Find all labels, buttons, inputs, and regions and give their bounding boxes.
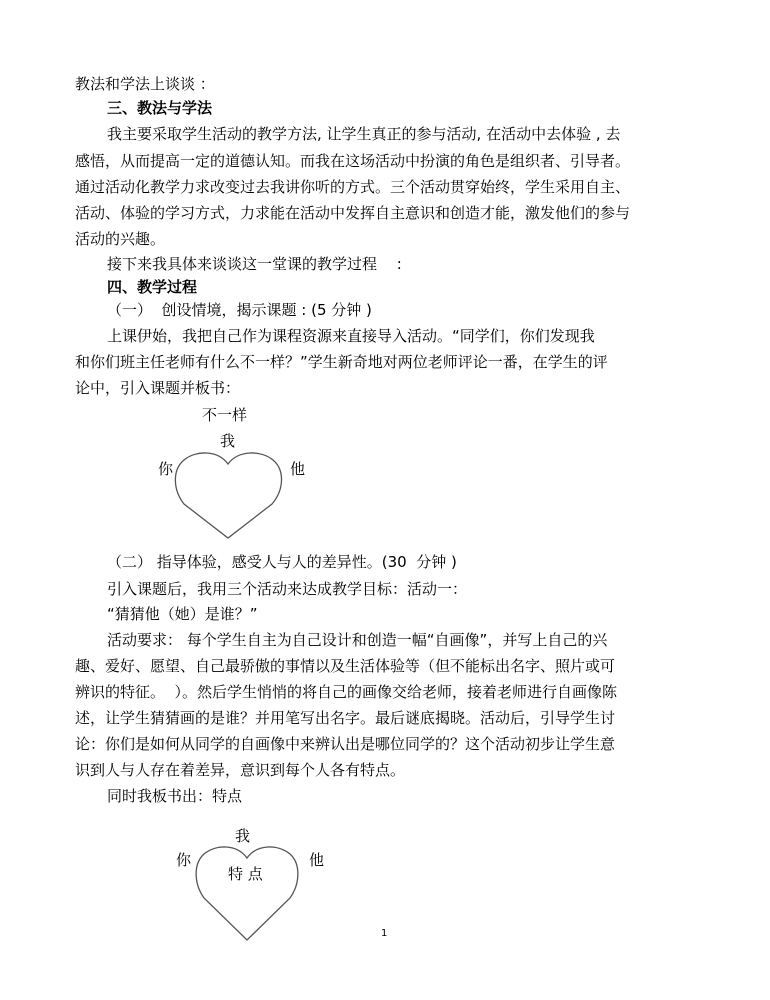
subsection-heading: （二） 指导体验，感受人与人的差异性。(30 分钟 ) (107, 553, 457, 571)
text-line: 识到人与人存在着差异，意识到每个人各有特点。 (75, 761, 406, 779)
page-number: 1 (381, 928, 388, 939)
diagram1-ta-label: 他 (290, 460, 306, 478)
text-line: 活动要求： 每个学生自主为自己设计和创造一幅“自画像”，并写上自己的兴 (107, 631, 608, 649)
diagram1-top-label: 不一样 (202, 406, 248, 424)
text-line: 接下来我具体来谈谈这一堂课的教学过程 : (107, 255, 402, 273)
section-heading: 四、教学过程 (107, 278, 198, 296)
text-line: 活动的兴趣。 (75, 230, 166, 248)
text-line: 上课伊始，我把自己作为课程资源来直接导入活动。“同学们，你们发现我 (107, 327, 595, 345)
diagram1-wo-label: 我 (220, 432, 236, 450)
text-line: 论中，引入课题并板书： (75, 379, 241, 397)
heart-shape-2 (192, 842, 306, 944)
text-line: 感悟，从而提高一定的道德认知。而我在这场活动中扮演的角色是组织者、引导者。 (75, 152, 631, 170)
subsection-heading: （一） 创设情境，揭示课题 : (5 分钟 ) (107, 301, 372, 319)
text-line: 引入课题后，我用三个活动来达成教学目标：活动一： (107, 580, 468, 598)
text-line: 我主要采取学生活动的教学方法, 让学生真正的参与活动, 在活动中去体验 , 去 (107, 125, 621, 143)
diagram2-inner-label: 特 点 (228, 865, 263, 883)
diagram1-ni-label: 你 (158, 460, 174, 478)
text-line: “猜猜他（她）是谁？” (107, 605, 258, 623)
text-line: 述，让学生猜猜画的是谁？并用笔写出名字。最后谜底揭晓。活动后，引导学生讨 (75, 709, 616, 727)
text-line: 活动、体验的学习方式，力求能在活动中发挥自主意识和创造才能，激发他们的参与 (75, 204, 631, 222)
text-line: 论：你们是如何从同学的自画像中来辨认出是哪位同学的？这个活动初步让学生意 (75, 735, 616, 753)
text-line: 趣、爱好、愿望、自己最骄傲的事情以及生活体验等（但不能标出名字、照片或可 (75, 657, 616, 675)
text-line: 同时我板书出：特点 (107, 787, 243, 805)
diagram2-wo-label: 我 (235, 827, 251, 845)
text-line: 通过活动化教学力求改变过去我讲你听的方式。三个活动贯穿始终，学生采用自主、 (75, 178, 631, 196)
text-line: 教法和学法上谈谈 ： (75, 75, 215, 93)
text-line: 辨识的特征。 ）。然后学生悄悄的将自己的画像交给老师，接着老师进行自画像陈 (75, 683, 618, 701)
heart-shape-1 (170, 448, 290, 543)
diagram2-ta-label: 他 (309, 851, 325, 869)
text-line: 和你们班主任老师有什么不一样？”学生新奇地对两位老师评论一番，在学生的评 (75, 353, 608, 371)
section-heading: 三、教法与学法 (107, 99, 213, 117)
diagram2-ni-label: 你 (176, 851, 192, 869)
